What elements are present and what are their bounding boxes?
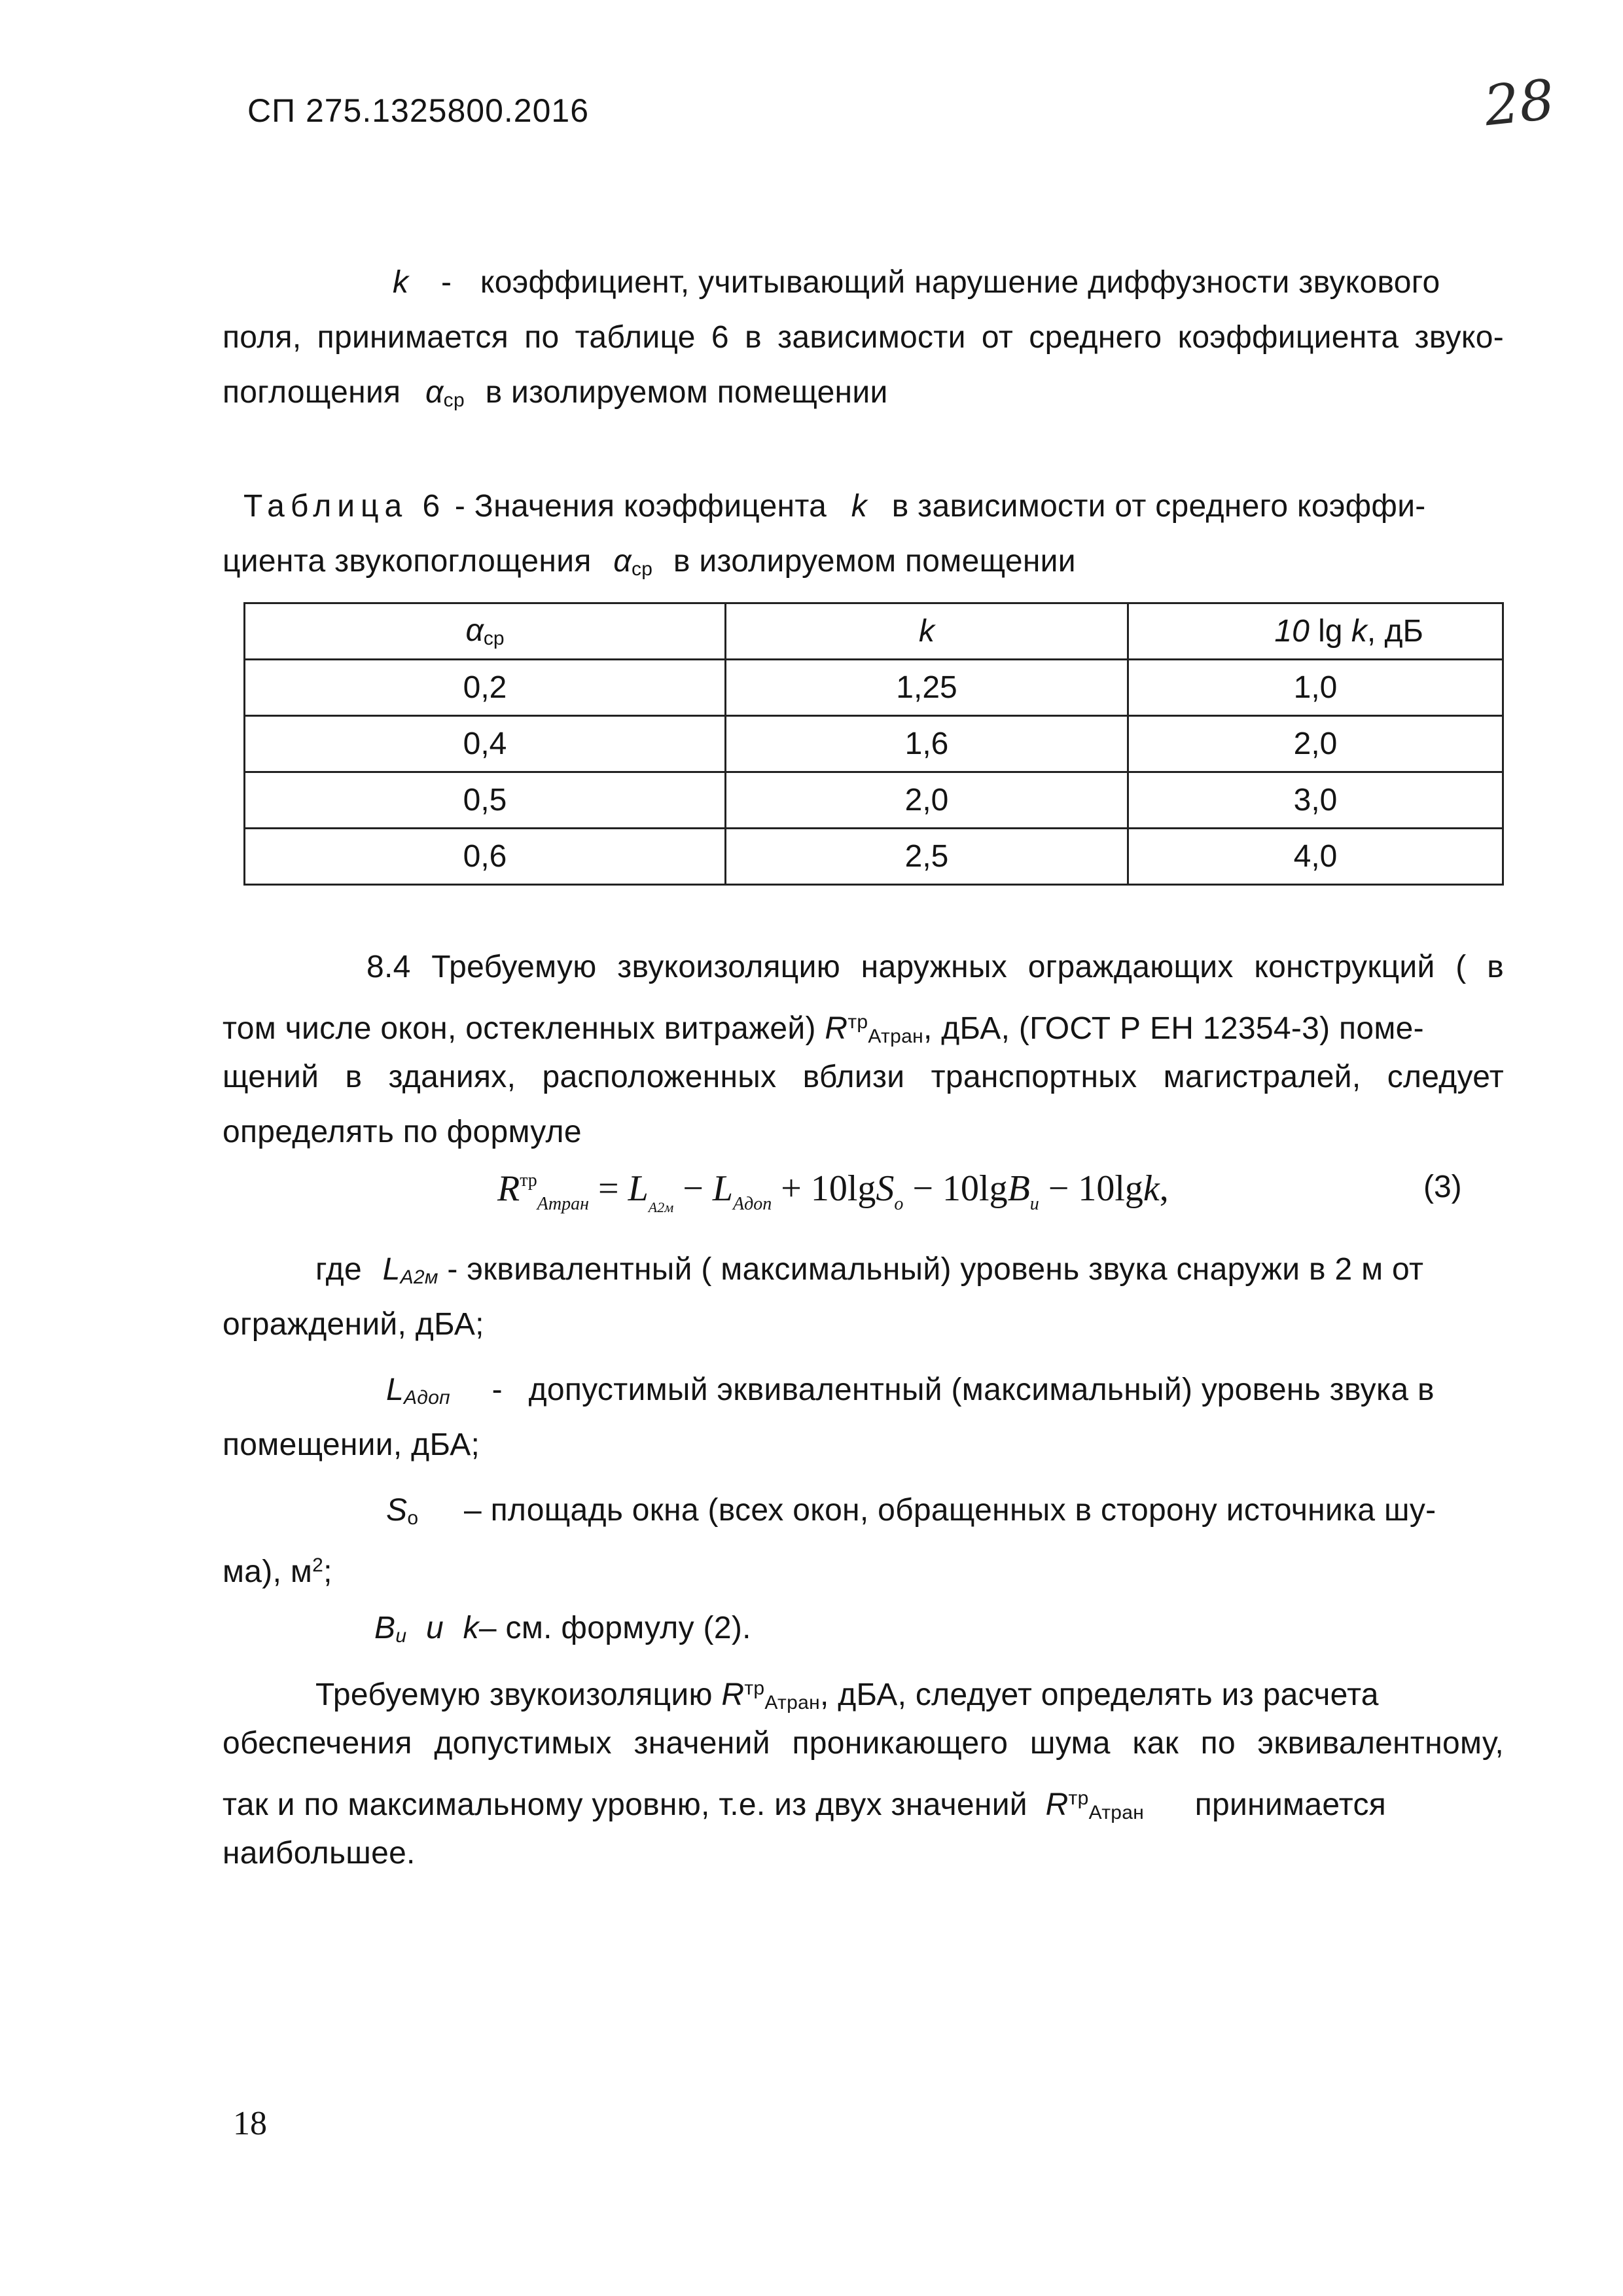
- table-row: 0,6 2,5 4,0: [245, 829, 1503, 885]
- table-row: 0,2 1,25 1,0: [245, 660, 1503, 716]
- document-code: СП 275.1325800.2016: [247, 92, 590, 129]
- page-number: 18: [233, 2105, 267, 2142]
- handwritten-page-number: 28: [1481, 67, 1558, 139]
- final-line-3: так и по максимальному уровню, т.е. из двух значений $R^{тр}_{Атран}$ принимается: [223, 1787, 1387, 1823]
- final-line-4: наибольшее.: [223, 1836, 416, 1871]
- section-8-4-line-4: определять по формуле: [223, 1115, 582, 1149]
- table-caption-line-1: Таблица 6 - Значения коэффицента k в зависимости от среднего коэффи-: [243, 489, 1426, 524]
- final-line-1: Требуемую звукоизоляцию $R^{тр}_{Атран}$, дБА, следует определять из расчета: [315, 1677, 1379, 1713]
- table-header-row: [245, 603, 1503, 660]
- where-LA2m-line-2: ограждений, дБА;: [223, 1307, 484, 1342]
- where-LAdop-line-2: помещении, дБА;: [223, 1427, 480, 1462]
- table-row: 0,5 2,0 3,0: [245, 772, 1503, 829]
- table-6: [243, 602, 1504, 886]
- where-LA2m-line-1: где $L_{А2м}$ - эквивалентный ( максимальный) уровень звука снаружи в 2 м от: [315, 1252, 1424, 1288]
- intro-line-1: k - коэффициент, учитывающий нарушение диффузности звукового: [393, 265, 1440, 300]
- section-8-4-line-1: 8.4 Требуемую звукоизоляцию наружных ограждающих конструкций ( в: [366, 950, 1504, 984]
- intro-line-2: поля, принимается по таблице 6 в зависимости от среднего коэффициента звуко-: [223, 320, 1504, 355]
- header-10lgk: 10 lg k, дБ: [1128, 603, 1503, 660]
- table-caption-line-2: циента звукопоглощения $\alpha_{ср}$ в изолируемом помещении: [223, 544, 1076, 580]
- where-LAdop-line-1: $L_{Адоп}$ - допустимый эквивалентный (максимальный) уровень звука в: [386, 1372, 1435, 1408]
- intro-line-3: поглощения $\alpha_{ср}$ в изолируемом помещении: [223, 375, 888, 411]
- table-row: 0,4 1,6 2,0: [245, 716, 1503, 772]
- formula-number: (3): [1423, 1170, 1462, 1204]
- where-Bi-k-line: $В_и$ и k– см. формулу (2).: [374, 1611, 751, 1647]
- section-8-4-line-3: щений в зданиях, расположенных вблизи транспортных магистралей, следует: [223, 1060, 1504, 1094]
- header-alpha: $\alpha_{ср}$: [245, 603, 726, 660]
- where-So-line-2: ма), $м^2$;: [223, 1554, 332, 1589]
- header-k: k: [726, 603, 1128, 660]
- where-So-line-1: $S_о$ – площадь окна (всех окон, обращенных в сторону источника шу-: [386, 1493, 1436, 1529]
- final-line-2: обеспечения допустимых значений проникающего шума как по эквивалентному,: [223, 1726, 1504, 1761]
- formula-3: $R^{тр}_{Атран} = L_{А2м} - L_{Адоп} + 10\lg S_о - 10\lg B_и - 10\lg k$,: [497, 1168, 1169, 1215]
- section-8-4-line-2: том числе окон, остекленных витражей) $R^{тр}_{Атран}$, дБА, (ГОСТ Р ЕН 12354-3) поме-: [223, 1011, 1424, 1047]
